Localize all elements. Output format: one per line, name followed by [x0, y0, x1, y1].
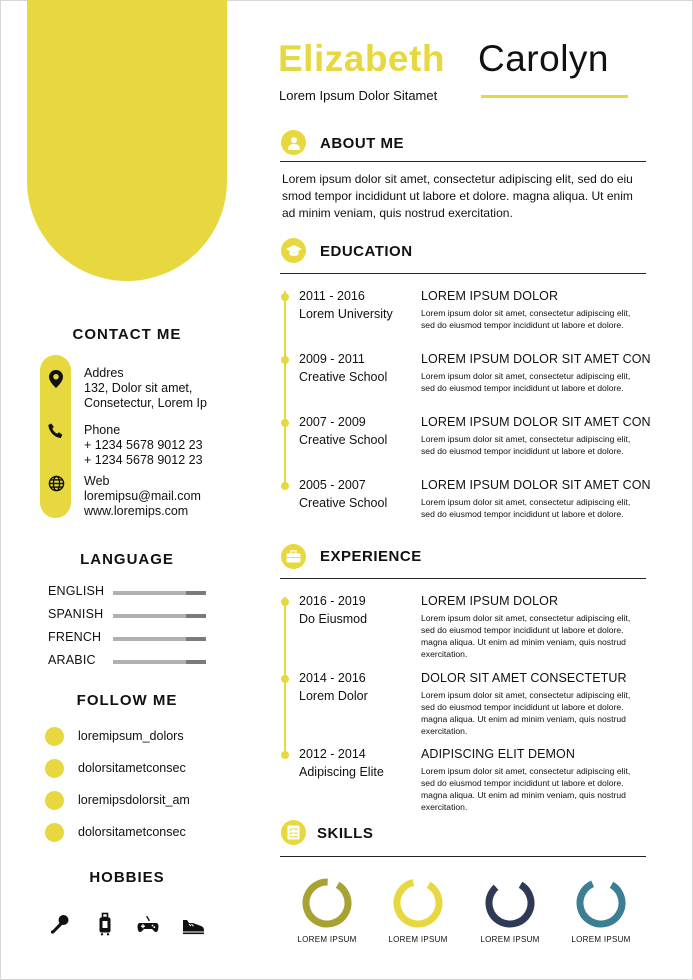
experience-heading: EXPERIENCE	[320, 548, 422, 565]
entry-description: Lorem ipsum dolor sit amet, consectetur adipiscing elit, sed do eiusmod tempor incididunt ut labore et dolore. magna aliqua. Ut enim ad minim veniam, quis nostrud exercitation.	[421, 613, 631, 659]
entry-place: Lorem University	[299, 307, 393, 321]
entry-place: Adipiscing Elite	[299, 765, 384, 779]
language-level-fill	[113, 614, 186, 618]
language-level-rest	[186, 660, 206, 664]
language-level-fill	[113, 660, 186, 664]
entry-title: DOLOR SIT AMET CONSECTETUR	[421, 671, 627, 685]
skill-label: LOREM IPSUM	[297, 935, 357, 944]
entry-title: LOREM IPSUM DOLOR SIT AMET CON	[421, 352, 651, 366]
website-link[interactable]: www.loremips.com	[84, 504, 189, 518]
web-label: Web	[84, 474, 110, 488]
contact-address	[84, 366, 207, 411]
skill-ring-arc	[300, 876, 354, 930]
timeline-dot	[281, 482, 289, 490]
job-subtitle: Lorem Ipsum Dolor Sitamet	[279, 88, 438, 103]
entry-description: Lorem ipsum dolor sit amet, consectetur adipiscing elit, sed do eiusmod tempor incididunt ut labore et dolore.	[421, 497, 631, 519]
social-handle[interactable]: dolorsitametconsec	[78, 825, 186, 839]
phone-line-1: + 1234 5678 9012 23	[84, 438, 203, 452]
skills-rule	[280, 856, 646, 857]
skill-ring-chart	[391, 876, 445, 930]
address-label: Addres	[84, 366, 124, 380]
entry-place: Creative School	[299, 496, 388, 510]
social-handle[interactable]: loremipsdolorsit_am	[78, 793, 190, 807]
education-timeline	[284, 291, 286, 486]
skill-ring-chart	[483, 876, 537, 930]
email-link[interactable]: loremipsu@mail.com	[84, 489, 201, 503]
contact-web	[84, 474, 201, 519]
timeline-dot	[281, 598, 289, 606]
education-heading: EDUCATION	[320, 243, 413, 260]
timeline-dot	[281, 675, 289, 683]
social-handle[interactable]: loremipsum_dolors	[78, 729, 184, 743]
entry-date: 2016 - 2019	[299, 594, 366, 608]
address-line-1: 132, Dolor sit amet,	[84, 381, 193, 395]
phone-line-2: + 1234 5678 9012 23	[84, 453, 203, 467]
entry-title: LOREM IPSUM DOLOR	[421, 594, 559, 608]
header-accent-shape	[27, 0, 227, 281]
experience-rule	[280, 578, 646, 579]
social-icon	[45, 727, 64, 746]
skill-ring-svg	[391, 876, 445, 930]
language-level-bar	[113, 637, 206, 641]
social-handle[interactable]: dolorsitametconsec	[78, 761, 186, 775]
timeline-dot	[281, 751, 289, 759]
entry-description: Lorem ipsum dolor sit amet, consectetur adipiscing elit, sed do eiusmod tempor incididunt ut labore et dolore.	[421, 308, 631, 330]
entry-title: ADIPISCING ELIT DEMON	[421, 747, 575, 761]
social-icon	[45, 759, 64, 778]
entry-title: LOREM IPSUM DOLOR SIT AMET CON	[421, 478, 651, 492]
about-text: Lorem ipsum dolor sit amet, consectetur adipiscing elit, sed do eiu smod tempor incididunt ut labore et dolore. magna aliqua. Ut enim ad minim veniam, quis nostrud exercitation.	[282, 172, 633, 220]
map-pin-icon	[45, 368, 67, 390]
language-level-rest	[186, 591, 206, 595]
skill-ring-svg	[300, 876, 354, 930]
briefcase-icon	[281, 544, 306, 569]
social-icon	[45, 791, 64, 810]
language-level-bar	[113, 660, 206, 664]
language-level-fill	[113, 637, 186, 641]
entry-date: 2014 - 2016	[299, 671, 366, 685]
skill-label: LOREM IPSUM	[571, 935, 631, 944]
entry-date: 2011 - 2016	[299, 289, 365, 303]
education-rule	[280, 273, 646, 274]
entry-date: 2007 - 2009	[299, 415, 366, 429]
title-underline	[481, 95, 628, 98]
language-name: ARABIC	[48, 653, 96, 667]
timeline-dot	[281, 293, 289, 301]
hobbies-heading: HOBBIES	[89, 869, 165, 886]
luggage-icon	[93, 912, 117, 936]
skill-ring-chart	[574, 876, 628, 930]
entry-description: Lorem ipsum dolor sit amet, consectetur adipiscing elit, sed do eiusmod tempor incididunt ut labore et dolore.	[421, 371, 631, 393]
language-name: ENGLISH	[48, 584, 105, 598]
social-icon	[45, 823, 64, 842]
about-heading: ABOUT ME	[320, 135, 404, 152]
entry-description: Lorem ipsum dolor sit amet, consectetur adipiscing elit, sed do eiusmod tempor incididunt ut labore et dolore. magna aliqua. Ut enim ad minim veniam, quis nostrud exercitation.	[421, 690, 631, 736]
sneaker-icon	[181, 912, 205, 936]
globe-icon	[45, 472, 67, 494]
entry-title: LOREM IPSUM DOLOR	[421, 289, 559, 303]
language-level-bar	[113, 614, 206, 618]
skill-ring-svg	[483, 876, 537, 930]
language-heading: LANGUAGE	[80, 551, 174, 568]
graduation-cap-icon	[281, 238, 306, 263]
first-name: Elizabeth	[278, 38, 445, 79]
entry-description: Lorem ipsum dolor sit amet, consectetur adipiscing elit, sed do eiusmod tempor incididunt ut labore et dolore.	[421, 434, 631, 456]
entry-place: Creative School	[299, 370, 388, 384]
entry-description: Lorem ipsum dolor sit amet, consectetur adipiscing elit, sed do eiusmod tempor incididunt ut labore et dolore. magna aliqua. Ut enim ad minim veniam, quis nostrud exercitation.	[421, 766, 631, 812]
about-rule	[280, 161, 646, 162]
skill-ring-chart	[300, 876, 354, 930]
microphone-icon	[48, 912, 72, 936]
language-name: FRENCH	[48, 630, 102, 644]
language-level-bar	[113, 591, 206, 595]
timeline-dot	[281, 419, 289, 427]
skill-label: LOREM IPSUM	[388, 935, 448, 944]
gamepad-icon	[136, 912, 160, 936]
person-icon	[281, 130, 306, 155]
language-level-fill	[113, 591, 186, 595]
entry-place: Do Eiusmod	[299, 612, 368, 626]
contact-heading: CONTACT ME	[72, 326, 182, 343]
phone-label: Phone	[84, 423, 121, 437]
phone-icon	[45, 420, 67, 442]
entry-date: 2009 - 2011	[299, 352, 365, 366]
language-name: SPANISH	[48, 607, 104, 621]
skills-heading: SKILLS	[317, 825, 374, 842]
last-name: Carolyn	[478, 38, 609, 79]
entry-date: 2012 - 2014	[299, 747, 366, 761]
timeline-dot	[281, 356, 289, 364]
address-line-2: Consetectur, Lorem Ip	[84, 396, 207, 410]
entry-place: Creative School	[299, 433, 388, 447]
entry-title: LOREM IPSUM DOLOR SIT AMET CON	[421, 415, 651, 429]
checklist-icon	[281, 820, 306, 845]
entry-date: 2005 - 2007	[299, 478, 366, 492]
skill-ring-svg	[574, 876, 628, 930]
follow-heading: FOLLOW ME	[76, 692, 178, 709]
skill-label: LOREM IPSUM	[480, 935, 540, 944]
language-level-rest	[186, 637, 206, 641]
entry-place: Lorem Dolor	[299, 689, 368, 703]
contact-phone	[84, 423, 203, 468]
language-level-rest	[186, 614, 206, 618]
